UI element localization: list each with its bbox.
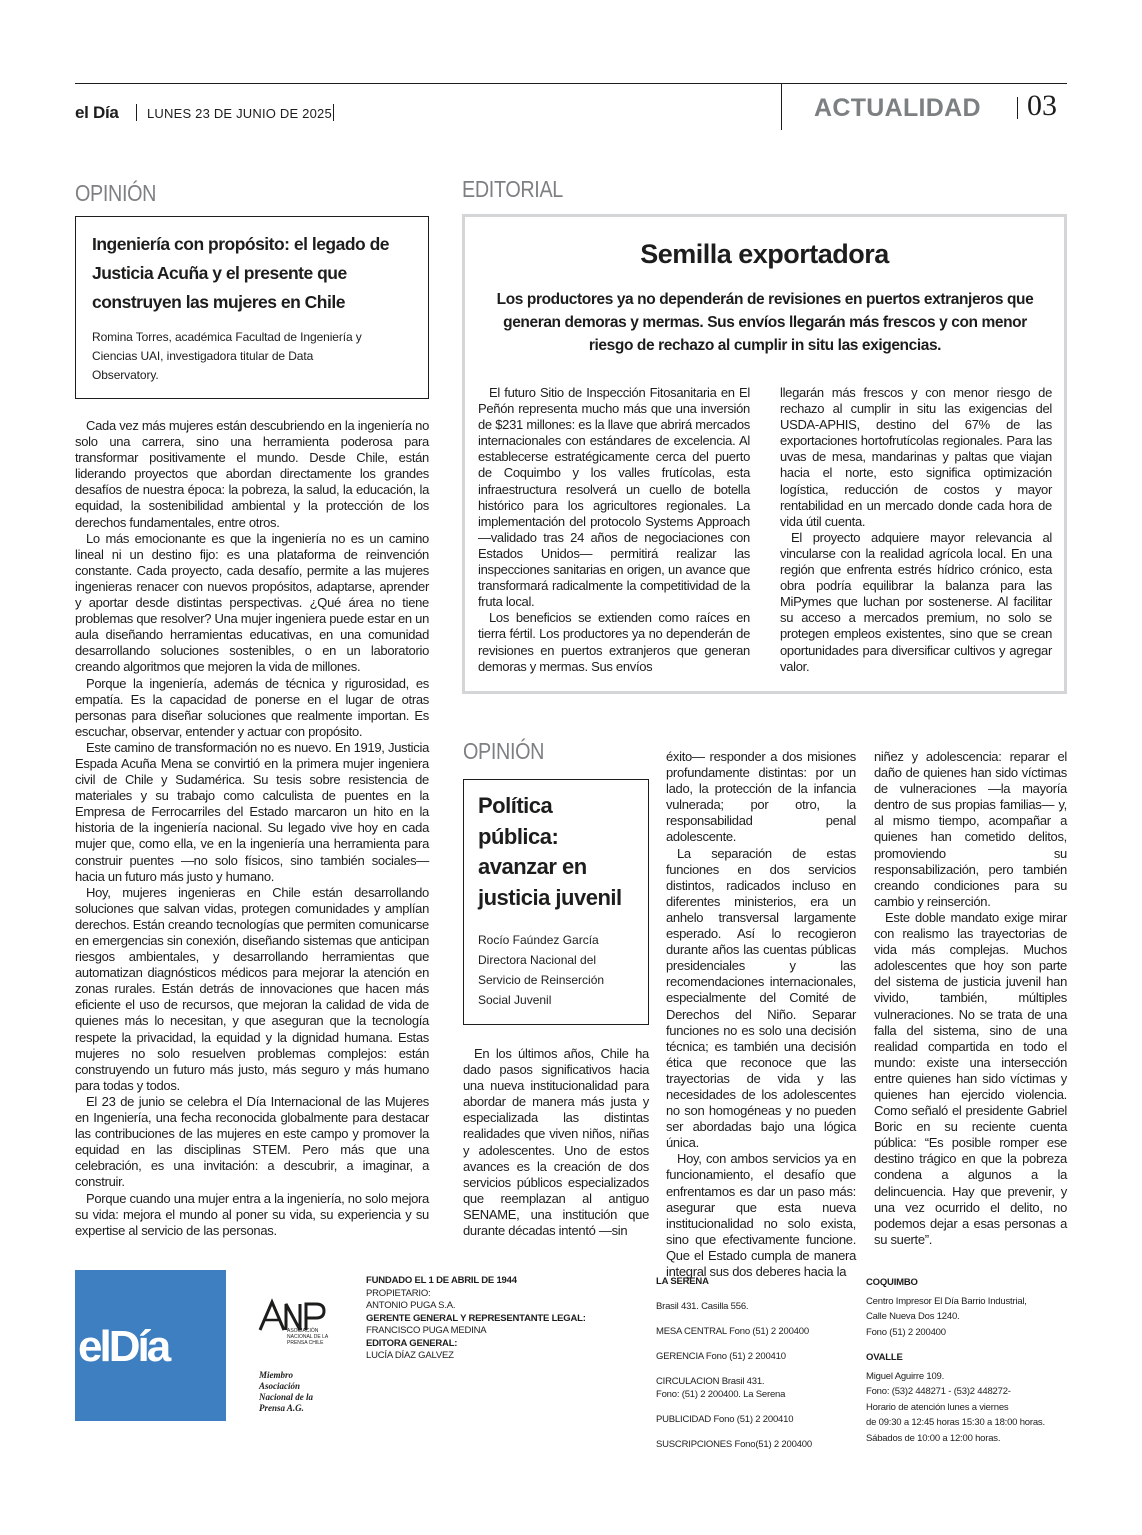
- article-paragraph: Los beneficios se extienden como raíces en tierra fértil. Los productores ya no dependerán de revisiones en puertos extranjeros que generan demoras y mermas. Sus envíos: [478, 610, 750, 674]
- article-paragraph: éxito— responder a dos misiones profundamente distintas: por un lado, la protección de la infancia vulnerada; por otro, la responsabilidad penal adolescente.: [666, 749, 856, 845]
- page-number: 03: [1027, 89, 1057, 122]
- article-paragraph: Porque la ingeniería, además de técnica y rigurosidad, es empatía. Es la capacidad de ponerse en el lugar de otras personas para diseñar soluciones que realmente importan. Es escuchar, observar, entender y actuar con propósito.: [75, 675, 429, 739]
- article-paragraph: La separación de estas funciones en dos servicios distintos, radicados incluso en diferentes ministerios, era un anhelo transversal largamente esperado. Así lo recogieron durante años las cuentas públicas presidenciales y las recomendaciones internacionales, especialmente del Comité de Derechos del Niño. Separar funciones no es solo una decisión técnica; es también una decisión ética que reconoce que las trayectorias de vida y las necesidades de los adolescentes no son homogéneas y no pueden ser abordadas bajo una lógica única.: [666, 845, 856, 1151]
- editor-label: EDITORA GENERAL:: [366, 1337, 458, 1349]
- editor-name: LUCÍA DÍAZ GALVEZ: [366, 1350, 454, 1361]
- article-paragraph: Hoy, mujeres ingenieras en Chile están desarrollando soluciones que salvan vidas, protegen comunidades y amplían derechos. Están creando tecnologías que permiten comunicarse en emergencias sin conexión, diseñando sistemas que anticipan riesgos ambientales, y desarrollando herramientas que automatizan diagnósticos médicos para mejorar la atención en zonas rurales. Están detrás de innovaciones que hacen más eficiente el uso de recursos, que mejoran la calidad de vida de quienes más lo necesitan, y que aseguran que la tecnología respete la privacidad, la equidad y la dignidad humana. Estas mujeres no solo resuelven problemas complejos: están construyendo un futuro más justo, más seguro y más humano para todas y todos.: [75, 884, 429, 1093]
- office-line: GERENCIA Fono (51) 2 200410: [656, 1351, 786, 1362]
- office-line: Fono: (53)2 448271 - (53)2 448272-: [866, 1386, 1011, 1397]
- opinion-author: [478, 930, 638, 1010]
- editorial-column-2: [780, 385, 1052, 675]
- opinion-column-2: [666, 749, 856, 1280]
- office-line: Fono (51) 2 200400: [866, 1326, 946, 1338]
- editorial-kicker: EDITORIAL: [462, 176, 563, 202]
- logo-wordmark: elDía: [78, 1322, 169, 1371]
- article-paragraph: niñez y adolescencia: reparar el daño de quienes han sido víctimas de vulneraciones —la mayoría dentro de sus propias familias— y, al mismo tiempo, acompañar a quienes han cometido delitos, promoviendo su responsabilización, pero también creando condiciones para su cambio y reinserción.: [874, 749, 1067, 909]
- issue-date: LUNES 23 DE JUNIO DE 2025: [147, 106, 332, 121]
- section-name: ACTUALIDAD: [814, 94, 981, 122]
- article-paragraph: llegarán más frescos y con menor riesgo de rechazo al cumplir in situ las exigencias del USDA-APHIS, destino del 67% de las exportaciones hortofrutícolas regionales. Para las uvas de mesa, mandarinas y paltas que viajan hacia el norte, esto significa optimización logística, reducción de costos y mayor rentabilidad en un mercado donde cada hora de vida útil cuenta.: [780, 385, 1052, 529]
- opinion-title-box: [463, 779, 649, 1025]
- founded-line: FUNDADO EL 1 DE ABRIL DE 1944: [366, 1275, 517, 1286]
- manager-label: GERENTE GENERAL Y REPRESENTANTE LEGAL:: [366, 1312, 586, 1324]
- author-role: Directora Nacional del Servicio de Reinserción Social Juvenil: [478, 953, 605, 1007]
- office-line: de 09:30 a 12:45 horas 15:30 a 18:00 horas.: [866, 1417, 1045, 1428]
- office-line: Sábados de 10:00 a 12:00 horas.: [866, 1432, 1001, 1444]
- owner-name: ANTONIO PUGA S.A.: [366, 1300, 456, 1311]
- article-paragraph: El proyecto adquiere mayor relevancia al vincularse con la realidad agrícola local. En una región que enfrenta estrés hídrico crónico, esta obra podría equilibrar la balanza para las MiPymes que luchan por sostenerse. Al facilitar su acceso a mercados premium, no solo se protegen empleos existentes, sino que se crean oportunidades para diversificar cultivos y agregar valor.: [780, 529, 1052, 674]
- office-line: Calle Nueva Dos 1240.: [866, 1311, 960, 1322]
- office-title: OVALLE: [866, 1352, 903, 1363]
- article-paragraph: Cada vez más mujeres están descubriendo en la ingeniería no solo una carrera, sino una herramienta poderosa para transformar positivamente el mundo. Desde Chile, están liderando proyectos que abordan directamente los grandes desafíos de nuestra época: la pobreza, la salud, la educación, la equidad, la sostenibilidad ambiental y la protección de los derechos fundamentales, entre otros.: [75, 418, 429, 530]
- office-line: Fono: (51) 2 200400. La Serena: [656, 1389, 786, 1400]
- owner-label: PROPIETARIO:: [366, 1287, 431, 1299]
- editorial-deck: Los productores ya no dependerán de revisiones en puertos extranjeros que generan demoras y mermas. Sus envíos llegarán más frescos y con menor riesgo de rechazo al cumplir in situ las exigencias.: [496, 291, 1034, 354]
- opinion-headline: Ingeniería con propósito: el legado de Justicia Acuña y el presente que construyen las mujeres en Chile: [92, 234, 390, 312]
- author-name: Rocío Faúndez García: [478, 933, 599, 947]
- opinion-kicker: OPINIÓN: [463, 738, 545, 764]
- opinion-headline: Política pública: avanzar en justicia juvenil: [478, 793, 622, 910]
- header-divider: [136, 104, 137, 121]
- opinion-column-3: [874, 749, 1067, 1248]
- opinion-column-1: [463, 1046, 649, 1239]
- header-rule: [75, 83, 1067, 84]
- article-paragraph: Este doble mandato exige mirar con realismo las trayectorias de vida más complejas. Muchos adolescentes que hoy son parte del sistema de justicia juvenil han vivido, también, múltiples vulneraciones. No se trata de una falla del sistema, sino de una realidad compartida en todo el mundo: existe una intersección entre quienes han sido víctimas y quienes han ejercido violencia. Como señaló el presidente Gabriel Boric en su reciente cuenta pública: “Es posible romper ese destino trágico en que la pobreza condena a algunos a la delincuencia. Hay que prevenir, y una vez ocurrido el delito, no podemos dejar a esas personas a su suerte”.: [874, 909, 1067, 1247]
- office-line: SUSCRIPCIONES Fono(51) 2 200400: [656, 1439, 812, 1450]
- header-divider: [1017, 97, 1018, 119]
- office-line: Brasil 431. Casilla 556.: [656, 1301, 749, 1312]
- editorial-column-1: [478, 385, 750, 675]
- office-title: COQUIMBO: [866, 1277, 918, 1288]
- la-serena-office: [656, 1275, 846, 1451]
- article-paragraph: En los últimos años, Chile ha dado pasos significativos hacia una nueva institucionalidad para abordar de manera más justa y especializada las distintas realidades que viven niños, niñas y adolescentes. Uno de estos avances es la creación de dos servicios públicos especializados que reemplazan al antiguo SENAME, una institución que durante décadas intentó —sin: [463, 1046, 649, 1239]
- office-line: PUBLICIDAD Fono (51) 2 200410: [656, 1414, 794, 1425]
- opinion-author: Romina Torres, académica Facultad de Ingeniería y Ciencias UAI, investigadora titular de Data Observatory.: [92, 330, 362, 382]
- opinion-kicker: OPINIÓN: [75, 180, 157, 206]
- article-paragraph: El 23 de junio se celebra el Día Internacional de las Mujeres en Ingeniería, una fecha reconocida globalmente para destacar las contribuciones de las mujeres en este campo y promover la equidad en las disciplinas STEM. Pero más que una celebración, es una invitación: a descubrir, a imaginar, a construir.: [75, 1093, 429, 1190]
- editorial-box: [462, 214, 1067, 694]
- coquimbo-office: [866, 1275, 1066, 1446]
- anp-caption: ASOCIACIÓN NACIONAL DE LA PRENSA CHILE: [287, 1328, 328, 1346]
- header-divider: [781, 84, 782, 130]
- article-paragraph: Este camino de transformación no es nuevo. En 1919, Justicia Espada Acuña Mena se convirtió en la primera mujer ingeniera civil de Chile y Sudamérica. Su tesis sobre resistencia de materiales y su trabajo como calculista de puentes en la Empresa de Ferrocarriles del Estado marcaron un hito en la historia de la ingeniería nacional. Su legado vive hoy en cada mujer que, como ella, ve en la ingeniería una herramienta para construir puentes —no solo físicos, sino también sociales— hacia un futuro más justo y humano.: [75, 739, 429, 884]
- article-paragraph: Lo más emocionante es que la ingeniería no es un camino lineal ni un destino fijo: es una plataforma de reinvención constante. Cada proyecto, cada desafío, permite a las mujeres ingenieras renacer con nuevos propósitos, adaptarse, aprender y aportar desde distintas perspectivas. ¿Qué área no tiene problemas que resolver? Una mujer ingeniera puede estar en un aula diseñando herramientas educativas, en una comunidad desarrollando soluciones sostenibles, o en un laboratorio creando algoritmos que mejoren la vida de millones.: [75, 530, 429, 675]
- office-line: CIRCULACION Brasil 431.: [656, 1376, 765, 1387]
- member-caption: Miembro Asociación Nacional de la Prensa A.G.: [259, 1370, 313, 1413]
- masthead-brand: el Día: [75, 103, 119, 122]
- article-paragraph: Porque cuando una mujer entra a la ingeniería, no solo mejora su vida: mejora el mundo al poner su vida, su experiencia y su expertise al servicio de las personas.: [75, 1190, 429, 1238]
- opinion-title-box: [75, 216, 429, 399]
- office-line: Miguel Aguirre 109.: [866, 1370, 945, 1382]
- office-title: LA SERENA: [656, 1276, 709, 1287]
- header-divider: [333, 104, 334, 121]
- newspaper-logo: [75, 1270, 226, 1421]
- opinion-body: [75, 418, 429, 1239]
- article-paragraph: Hoy, con ambos servicios ya en funcionamiento, el desafío que enfrentamos es dar un paso más: asegurar que esta nueva institucionalidad no solo exista, sino que efectivamente funcione. Que el Estado cumpla de manera integral sus dos deberes hacia la: [666, 1151, 856, 1279]
- office-line: MESA CENTRAL Fono (51) 2 200400: [656, 1326, 809, 1337]
- article-paragraph: El futuro Sitio de Inspección Fitosanitaria en El Peñón representa mucho más que una inversión de $231 millones: es la llave que abrirá mercados internacionales con estándares de excelencia. Al establecerse estratégicamente cerca del puerto de Coquimbo y los valles frutícolas, esta infraestructura resolverá un cuello de botella histórico para los agricultores regionales. La implementación del protocolo Systems Approach —validado tras 24 años de negociaciones con Estados Unidos— permitirá realizar las inspecciones sanitarias en origen, un avance que transformará radicalmente la competitividad de la fruta local.: [478, 385, 750, 610]
- staff-credits: [366, 1275, 626, 1363]
- office-line: Centro Impresor El Día Barrio Industrial,: [866, 1295, 1027, 1307]
- office-line: Horario de atención lunes a viernes: [866, 1401, 1009, 1413]
- editorial-headline: Semilla exportadora: [640, 239, 889, 269]
- manager-name: FRANCISCO PUGA MEDINA: [366, 1325, 487, 1336]
